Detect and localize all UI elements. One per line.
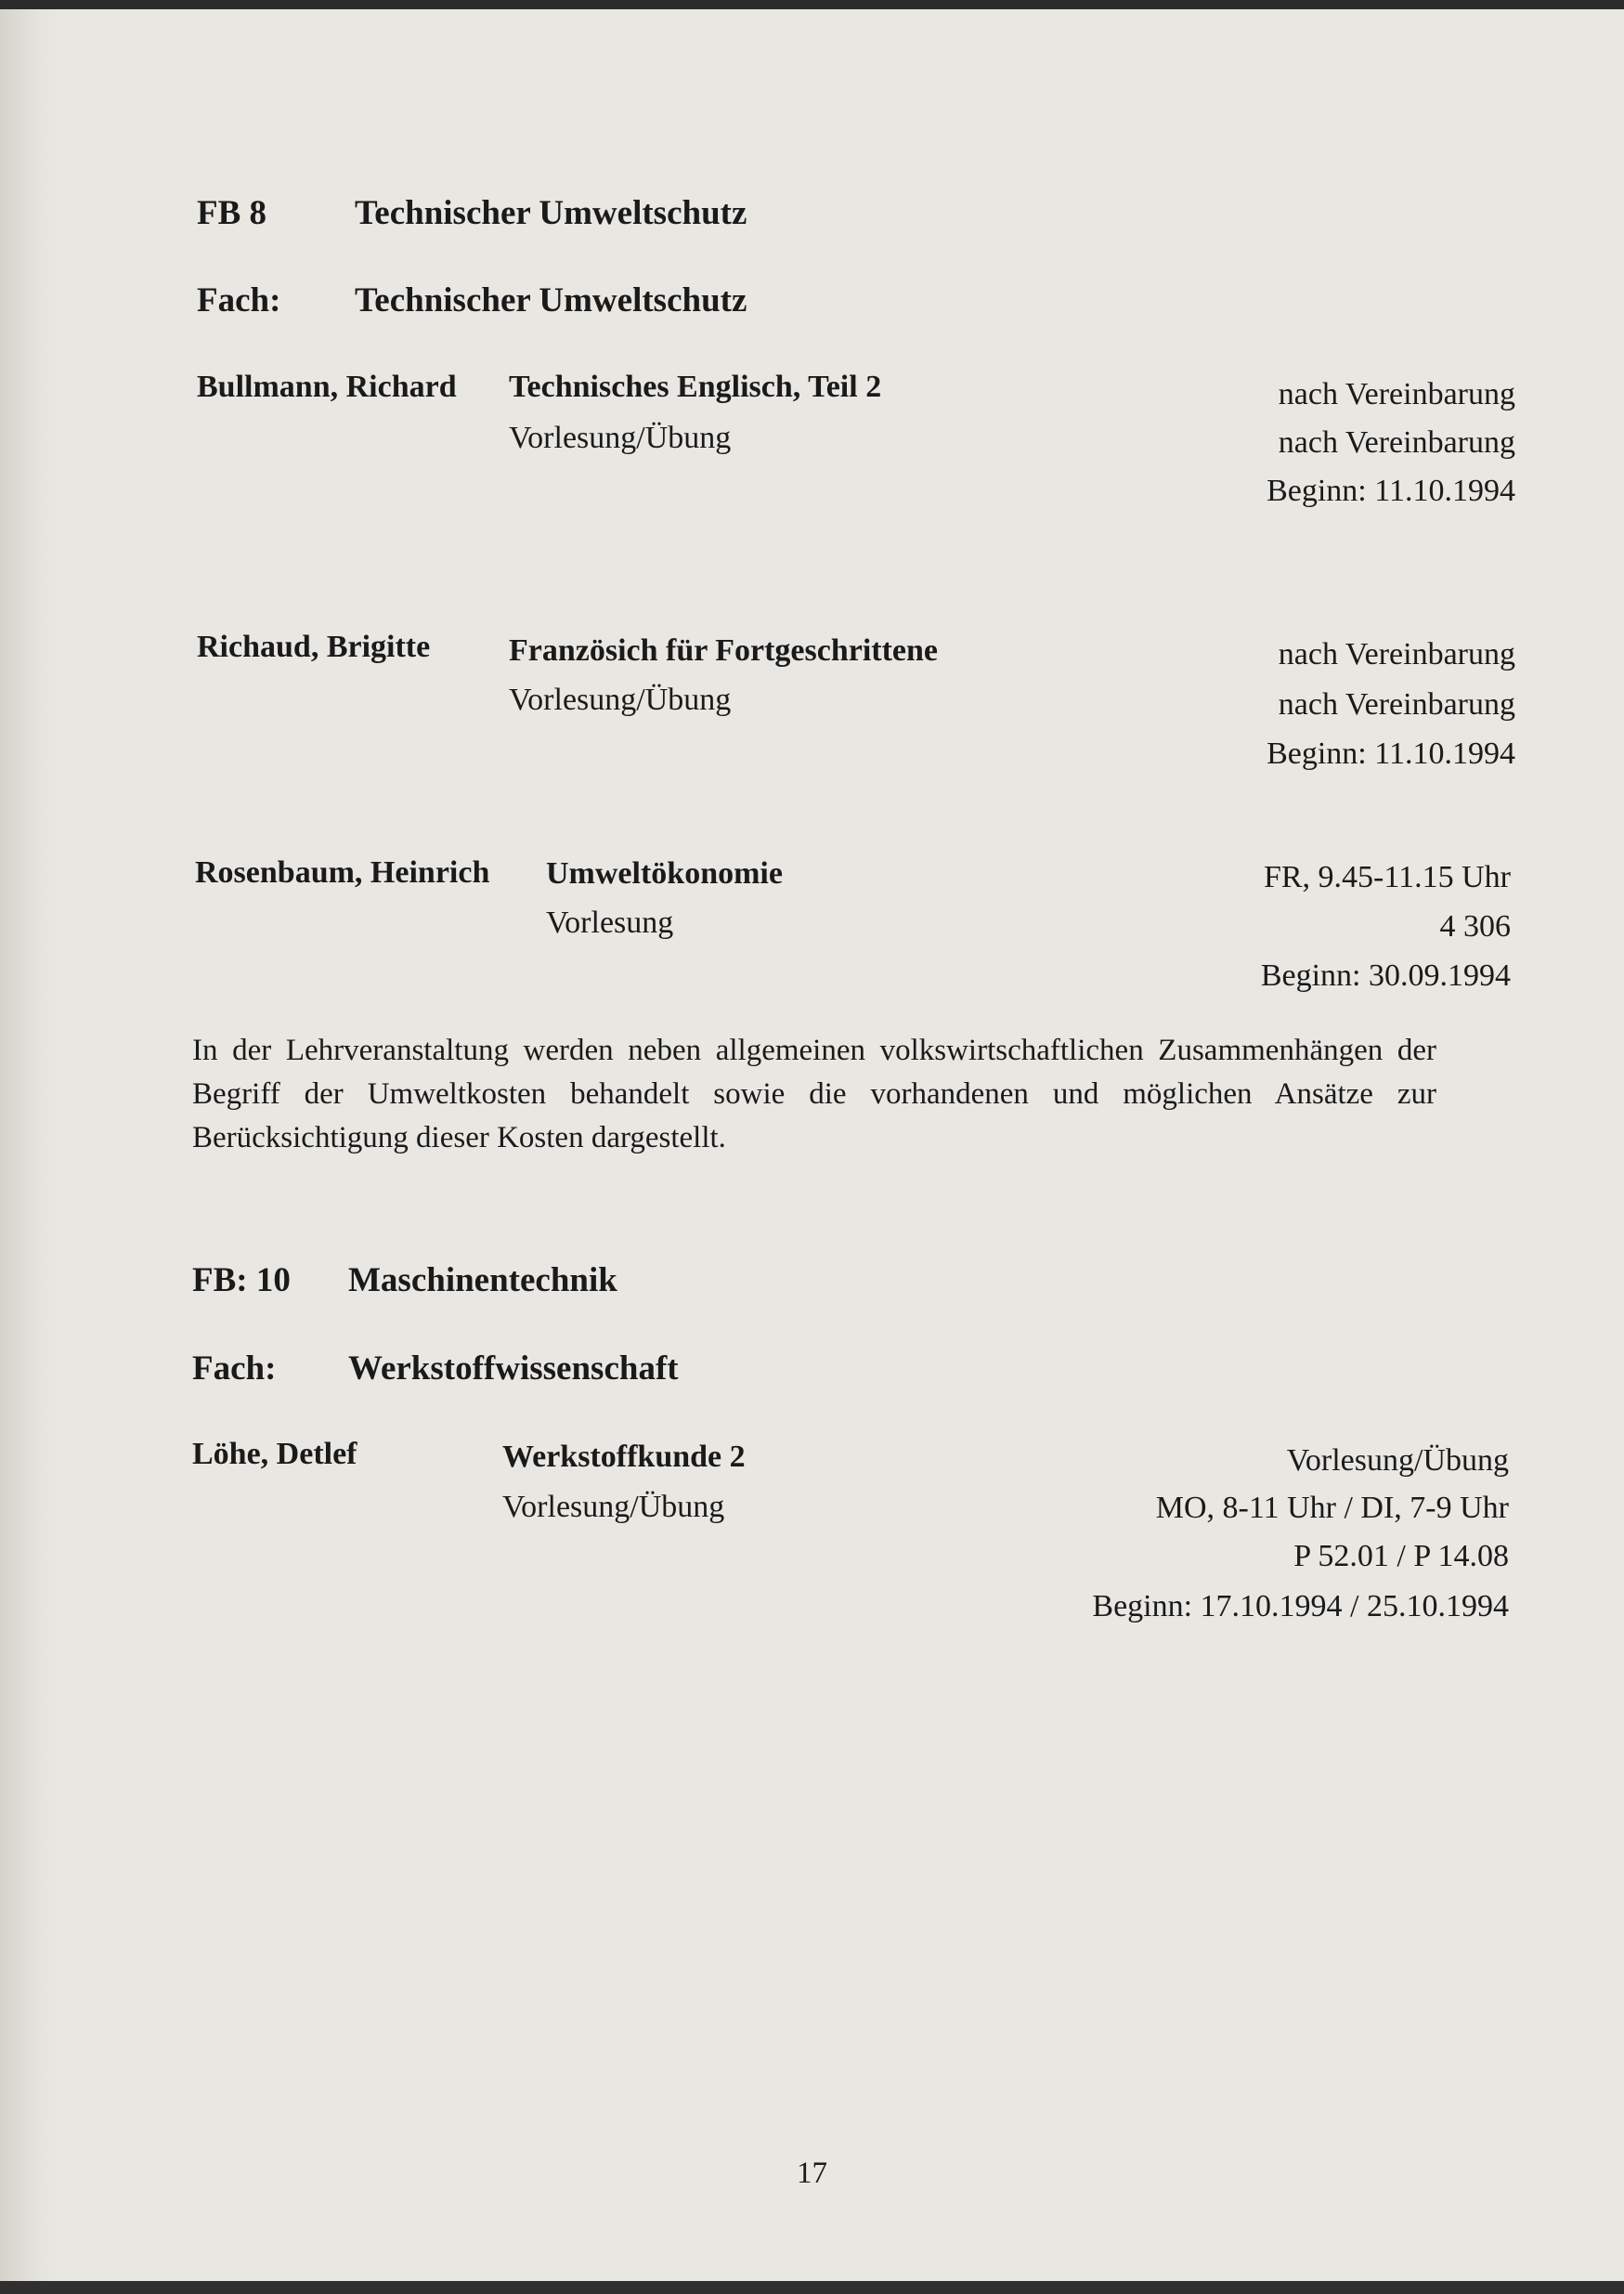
course-schedule-line: nach Vereinbarung bbox=[1278, 425, 1515, 460]
course-room: P 52.01 / P 14.08 bbox=[1293, 1539, 1509, 1573]
course-type: Vorlesung/Übung bbox=[502, 1490, 725, 1524]
course-start-date: Beginn: 17.10.1994 / 25.10.1994 bbox=[1092, 1589, 1509, 1623]
fb10-label: FB: 10 bbox=[192, 1261, 291, 1299]
fb8-title: Technischer Umweltschutz bbox=[355, 194, 747, 232]
course-start-date: Beginn: 11.10.1994 bbox=[1267, 736, 1515, 771]
course-type: Vorlesung/Übung bbox=[509, 683, 732, 717]
fb8-fach-title: Technischer Umweltschutz bbox=[355, 281, 747, 319]
course-start-date: Beginn: 11.10.1994 bbox=[1267, 474, 1515, 508]
course-start-date: Beginn: 30.09.1994 bbox=[1260, 958, 1511, 993]
fb10-fach-label: Fach: bbox=[192, 1349, 277, 1388]
lecturer-name: Löhe, Detlef bbox=[192, 1437, 357, 1471]
course-title: Umweltökonomie bbox=[546, 856, 783, 891]
scan-bottom-edge bbox=[0, 2281, 1624, 2294]
lecturer-name: Richaud, Brigitte bbox=[197, 630, 431, 664]
course-schedule-line: Vorlesung/Übung bbox=[1286, 1443, 1509, 1478]
course-description: In der Lehrveranstaltung werden neben allgemeinen volkswirtschaftlichen Zusammenhängen der Begriff der Umweltkosten behandelt sowie die vorhandenen und möglichen Ansätze zur Berücksichtigung dieser Kosten dargestellt. bbox=[192, 1034, 1436, 1154]
scan-top-edge bbox=[0, 0, 1624, 9]
course-schedule-line: nach Vereinbarung bbox=[1278, 377, 1515, 411]
course-schedule-line: nach Vereinbarung bbox=[1278, 637, 1515, 671]
course-title: Technisches Englisch, Teil 2 bbox=[509, 370, 882, 404]
course-title: Französich für Fortgeschrittene bbox=[509, 633, 939, 668]
fb8-fach-label: Fach: bbox=[197, 281, 281, 319]
lecturer-name: Rosenbaum, Heinrich bbox=[195, 855, 490, 890]
course-time: FR, 9.45-11.15 Uhr bbox=[1263, 860, 1511, 894]
lecturer-name: Bullmann, Richard bbox=[197, 370, 457, 404]
fb10-fach-title: Werkstoffwissenschaft bbox=[348, 1349, 679, 1388]
course-title: Werkstoffkunde 2 bbox=[502, 1440, 746, 1474]
course-room: 4 306 bbox=[1439, 909, 1511, 944]
binding-gutter bbox=[0, 9, 58, 2281]
fb8-label: FB 8 bbox=[197, 194, 267, 232]
course-schedule-line: nach Vereinbarung bbox=[1278, 687, 1515, 722]
page-number: 17 bbox=[797, 2157, 827, 2190]
course-type: Vorlesung/Übung bbox=[509, 421, 732, 455]
course-time: MO, 8-11 Uhr / DI, 7-9 Uhr bbox=[1155, 1491, 1509, 1525]
fb10-title: Maschinentechnik bbox=[348, 1261, 617, 1299]
course-type: Vorlesung bbox=[546, 906, 674, 940]
